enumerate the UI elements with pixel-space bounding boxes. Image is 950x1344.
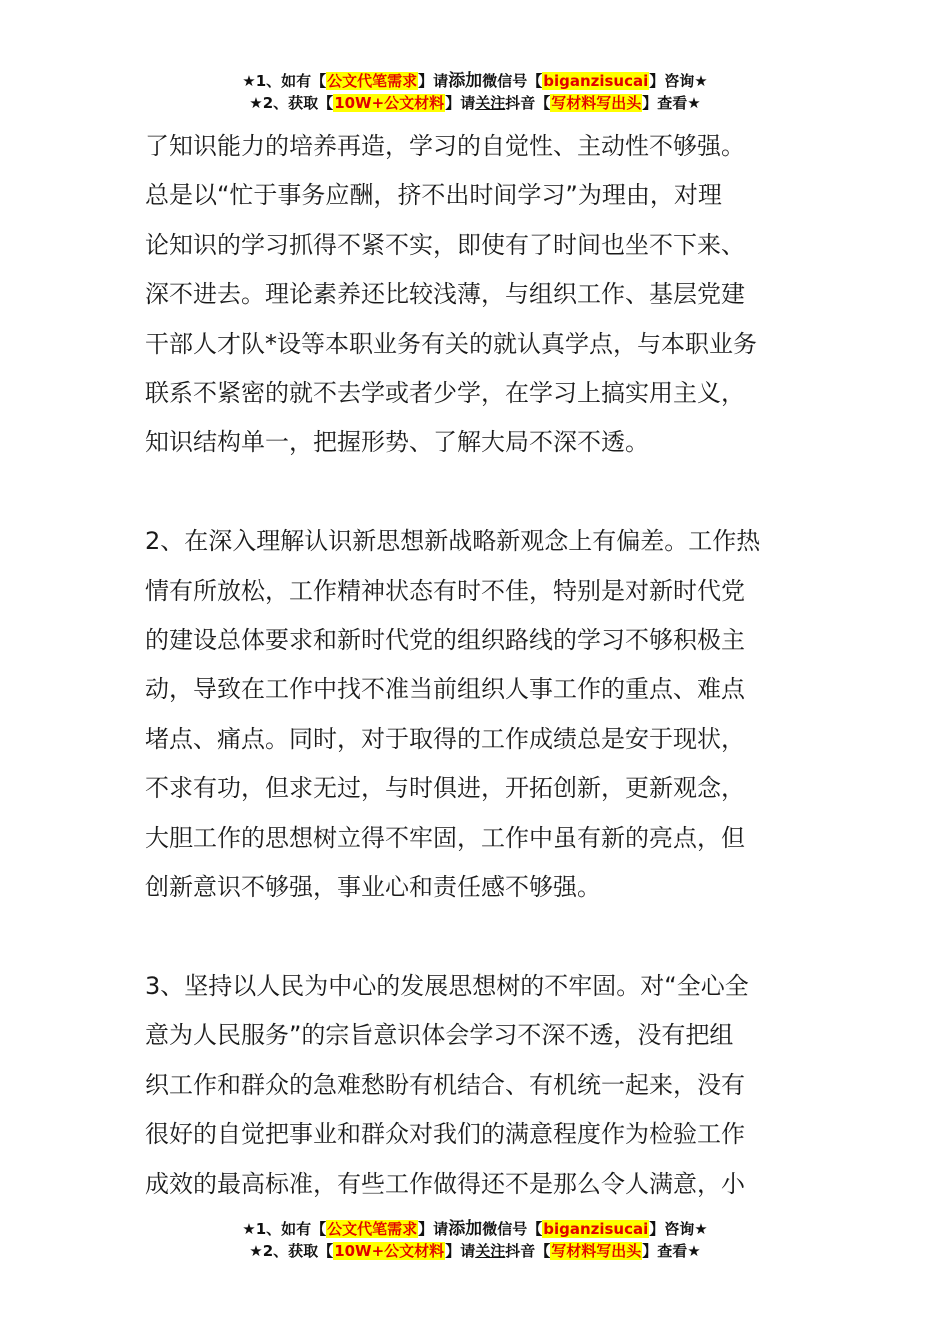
highlight-wechat-id: biganzisucai: [543, 1220, 649, 1238]
banner-text: ★2、获取【: [249, 94, 334, 112]
text-line: 干部人才队*设等本职业务有关的就认真学点，与本职业务: [145, 329, 757, 358]
banner-text: 】咨询★: [649, 72, 708, 90]
text-line: 很好的自觉把事业和群众对我们的满意程度作为检验工作: [145, 1120, 745, 1149]
banner-text: 微信号【: [482, 72, 543, 90]
banner-follow-text: 关注: [475, 94, 506, 112]
banner-add-text: 添加: [448, 1219, 483, 1239]
header-banner-line-1: [0, 70, 950, 92]
text-line: 动，导致在工作中找不准当前组织人事工作的重点、难点: [145, 675, 745, 704]
banner-add-text: 添加: [448, 71, 483, 91]
text-line: 论知识的学习抓得不紧不实，即使有了时间也坐不下来、: [145, 230, 745, 259]
banner-text: 抖音【: [505, 94, 551, 112]
text-line: 知识结构单一，把握形势、了解大局不深不透。: [145, 428, 649, 457]
footer-banner: [0, 1218, 950, 1262]
banner-text: 】请: [445, 94, 476, 112]
banner-text: 】查看★: [642, 1242, 701, 1260]
banner-text: 】请: [418, 1220, 449, 1238]
text-line: 成效的最高标准，有些工作做得还不是那么令人满意，小: [145, 1169, 745, 1198]
paragraph-2: [145, 517, 809, 912]
text-line: 了知识能力的培养再造，学习的自觉性、主动性不够强。: [145, 132, 745, 160]
paragraph-3: [145, 962, 809, 1209]
text-line: 2、在深入理解认识新思想新战略新观念上有偏差。工作热: [145, 527, 761, 556]
banner-follow-text: 关注: [475, 1242, 506, 1260]
footer-banner-line-1: [0, 1218, 950, 1240]
paragraph-gap: [145, 912, 809, 961]
paragraph-1: [145, 122, 809, 468]
header-banner-line-2: [0, 92, 950, 114]
header-banner: [0, 70, 950, 114]
text-line: 织工作和群众的急难愁盼有机结合、有机统一起来，没有: [145, 1070, 745, 1099]
banner-text: 】请: [418, 72, 449, 90]
text-line: 3、坚持以人民为中心的发展思想树的不牢固。对“全心全: [145, 971, 749, 1000]
banner-text: ★2、获取【: [249, 1242, 334, 1260]
banner-text: 微信号【: [482, 1220, 543, 1238]
banner-text: 】请: [445, 1242, 476, 1260]
text-line: 联系不紧密的就不去学或者少学，在学习上搞实用主义，: [145, 379, 745, 408]
banner-text: ★1、如有【: [242, 1220, 327, 1238]
text-line: 的建设总体要求和新时代党的组织路线的学习不够积极主: [145, 626, 745, 655]
banner-text: 】查看★: [642, 94, 701, 112]
text-line: 深不进去。理论素养还比较浅薄，与组织工作、基层党建: [145, 280, 745, 309]
footer-banner-line-2: [0, 1240, 950, 1262]
text-line: 不求有功，但求无过，与时俱进，开拓创新，更新观念，: [145, 774, 745, 803]
text-line: 创新意识不够强，事业心和责任感不够强。: [145, 873, 601, 902]
banner-text: 】咨询★: [649, 1220, 708, 1238]
text-line: 堵点、痛点。同时，对于取得的工作成绩总是安于现状，: [145, 724, 745, 753]
banner-text: ★1、如有【: [242, 72, 327, 90]
highlight-service: 公文代笔需求: [327, 72, 418, 90]
highlight-materials: 10W+公文材料: [334, 94, 445, 112]
highlight-douyin-account: 写材料写出头: [551, 94, 642, 112]
highlight-wechat-id: biganzisucai: [543, 72, 649, 90]
highlight-materials: 10W+公文材料: [334, 1242, 445, 1260]
highlight-service: 公文代笔需求: [327, 1220, 418, 1238]
text-line: 总是以“忙于事务应酬，挤不出时间学习”为理由，对理: [145, 181, 722, 210]
document-body: [145, 122, 809, 1209]
paragraph-gap: [145, 468, 809, 517]
text-line: 意为人民服务”的宗旨意识体会学习不深不透，没有把组: [145, 1021, 734, 1050]
banner-text: 抖音【: [505, 1242, 551, 1260]
text-line: 情有所放松，工作精神状态有时不佳，特别是对新时代党: [145, 576, 745, 605]
text-line: 大胆工作的思想树立得不牢固，工作中虽有新的亮点，但: [145, 823, 745, 852]
highlight-douyin-account: 写材料写出头: [551, 1242, 642, 1260]
